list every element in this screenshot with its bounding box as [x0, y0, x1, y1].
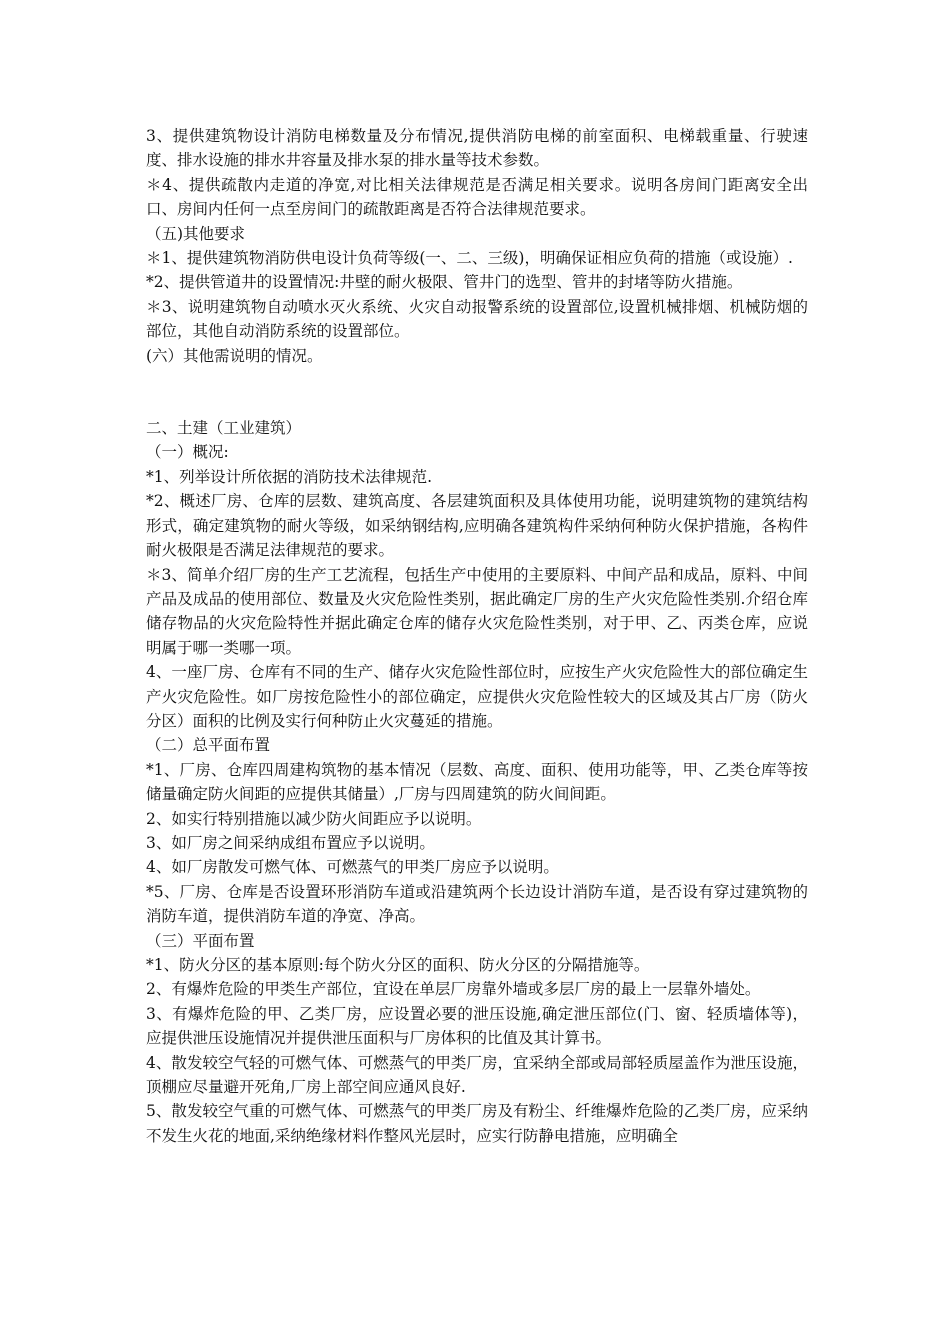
- document-page: [146, 124, 808, 1148]
- section-b: [146, 416, 808, 1148]
- paragraph: 3、如厂房之间采纳成组布置应予以说明。: [146, 833, 435, 852]
- paragraph: ＊1、提供建筑物消防供电设计负荷等级(一、二、三级)，明确保证相应负荷的措施（或设施）.: [146, 249, 793, 268]
- section-heading: 二、土建（工业建筑）: [146, 419, 302, 438]
- paragraph: ＊3、简单介绍厂房的生产工艺流程，包括生产中使用的主要原料、中间产品和成品，原料、中间产品及成品的使用部位、数量及火灾危险性类别，据此确定厂房的生产火灾危险性类别.介绍仓库储存物品的火灾危险特性并据此确定仓库的储存火灾危险性类别，对于甲、乙、丙类仓库，应说明属于哪一类哪一项。: [146, 565, 808, 657]
- paragraph: 4、一座厂房、仓库有不同的生产、储存火灾危险性部位时，应按生产火灾危险性大的部位确定生产火灾危险性。如厂房按危险性小的部位确定，应提供火灾危险性较大的区域及其占厂房（防火分区）面积的比例及实行何种防止火灾蔓延的措施。: [146, 663, 808, 730]
- subsection-heading: （二）总平面布置: [146, 736, 271, 755]
- subsection-heading: （一）概况:: [146, 443, 229, 462]
- paragraph: 4、散发较空气轻的可燃气体、可燃蒸气的甲类厂房，宜采纳全部或局部轻质屋盖作为泄压设施，顶棚应尽量避开死角,厂房上部空间应通风良好.: [146, 1053, 808, 1097]
- paragraph: 4、如厂房散发可燃气体、可燃蒸气的甲类厂房应予以说明。: [146, 858, 559, 877]
- paragraph: *5、厂房、仓库是否设置环形消防车道或沿建筑两个长边设计消防车道，是否设有穿过建筑物的消防车道，提供消防车道的净宽、净高。: [146, 882, 808, 926]
- paragraph: (六）其他需说明的情况。: [146, 346, 323, 365]
- subsection-heading: （三）平面布置: [146, 931, 255, 950]
- paragraph: ＊4、提供疏散内走道的净宽,对比相关法律规范是否满足相关要求。说明各房间门距离安全出口、房间内任何一点至房间门的疏散距离是否符合法律规范要求。: [146, 175, 808, 219]
- paragraph: *1、列举设计所依据的消防技术法律规范.: [146, 467, 433, 486]
- paragraph: *1、厂房、仓库四周建构筑物的基本情况（层数、高度、面积、使用功能等，甲、乙类仓库等按储量确定防火间距的应提供其储量）,厂房与四周建筑的防火间间距。: [146, 760, 808, 804]
- paragraph: 3、提供建筑物设计消防电梯数量及分布情况,提供消防电梯的前室面积、电梯载重量、行驶速度、排水设施的排水井容量及排水泵的排水量等技术参数。: [146, 127, 808, 170]
- section-a: [146, 124, 808, 368]
- paragraph: ＊3、说明建筑物自动喷水灭火系统、火灾自动报警系统的设置部位,设置机械排烟、机械防烟的部位，其他自动消防系统的设置部位。: [146, 297, 808, 341]
- paragraph: 2、如实行特别措施以减少防火间距应予以说明。: [146, 809, 482, 828]
- paragraph: *2、概述厂房、仓库的层数、建筑高度、各层建筑面积及具体使用功能，说明建筑物的建筑结构形式，确定建筑物的耐火等级，如采纳钢结构,应明确各建筑构件采纳何种防火保护措施，各构件耐火极限是否满足法律规范的要求。: [146, 492, 808, 560]
- section-gap: [146, 368, 808, 416]
- paragraph: 5、散发较空气重的可燃气体、可燃蒸气的甲类厂房及有粉尘、纤维爆炸危险的乙类厂房，应采纳不发生火花的地面,采纳绝缘材料作整风光层时，应实行防静电措施，应明确全: [146, 1102, 808, 1145]
- paragraph: 2、有爆炸危险的甲类生产部位，宜设在单层厂房靠外墙或多层厂房的最上一层靠外墙处。: [146, 980, 761, 999]
- paragraph: （五)其他要求: [146, 224, 246, 243]
- paragraph: *2、提供管道井的设置情况:井壁的耐火极限、管井门的选型、管井的封堵等防火措施。: [146, 273, 743, 292]
- paragraph: 3、有爆炸危险的甲、乙类厂房，应设置必要的泄压设施,确定泄压部位(门、窗、轻质墙体等)，应提供泄压设施情况并提供泄压面积与厂房体积的比值及其计算书。: [146, 1004, 808, 1048]
- paragraph: *1、防火分区的基本原则:每个防火分区的面积、防火分区的分隔措施等。: [146, 956, 650, 974]
